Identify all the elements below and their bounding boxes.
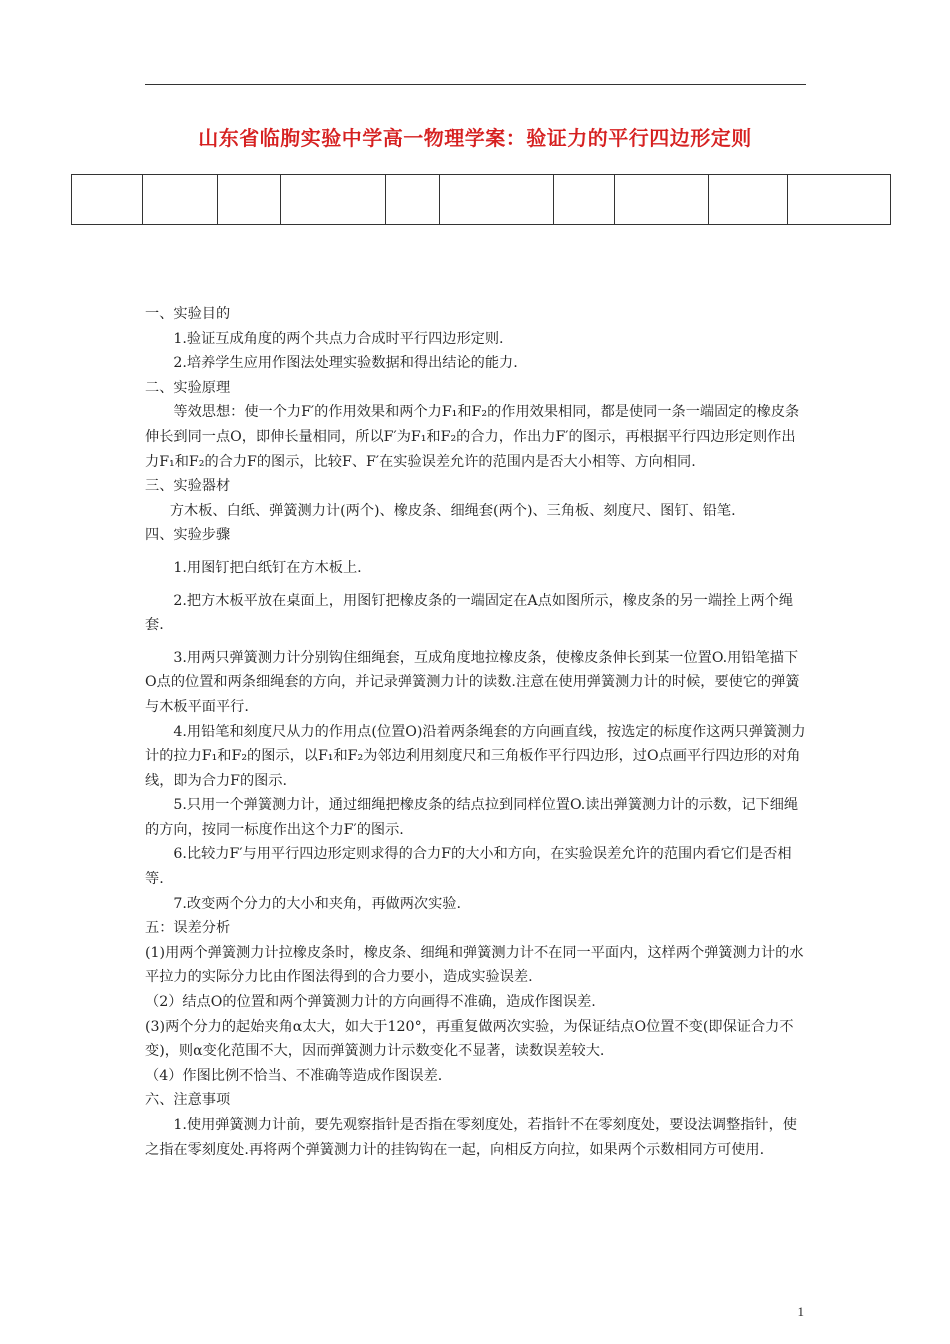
paragraph-p1: 一、实验目的 [145,306,231,322]
paragraph-p13: 5.只用一个弹簧测力计，通过细绳把橡皮条的结点拉到同样位置O.读出弹簧测力计的示数，记下细绳的方向，按同一标度作出这个力F′的图示. [145,797,799,838]
paragraph-p17: (1)用两个弹簧测力计拉橡皮条时，橡皮条、细绳和弹簧测力计不在同一平面内，这样两个弹簧测力计的水平拉力的实际分力比由作图法得到的合力要小，造成实验误差. [145,944,804,986]
table-cell [615,175,709,225]
header-rule [145,84,806,85]
table-cell [709,175,788,225]
paragraph-p4: 二、实验原理 [145,379,231,396]
table-cell [143,175,218,225]
table-cell [218,175,281,225]
paragraph-p19: (3)两个分力的起始夹角α太大，如大于120°，再重复做两次实验，为保证结点O位置不变(即保证合力不变)，则α变化范围不大，因而弹簧测力计示数变化不显著，读数误差较大. [145,1018,794,1060]
paragraph-p18: （2）结点O的位置和两个弹簧测力计的方向画得不准确，造成作图误差. [145,994,596,1011]
paragraph-p16: 五：误差分析 [145,920,231,937]
paragraph-p2: 1.验证互成角度的两个共点力合成时平行四边形定则. [173,330,504,347]
header-table-row [72,175,891,225]
paragraph-p21: 六、注意事项 [145,1092,231,1109]
paragraph-p20: （4）作图比例不恰当、不准确等造成作图误差. [145,1067,443,1084]
table-cell [440,175,554,225]
paragraph-p9: 1.用图钉把白纸钉在方木板上. [173,559,362,576]
paragraph-p3: 2.培养学生应用作图法处理实验数据和得出结论的能力. [173,355,518,372]
table-cell [386,175,440,225]
header-table [71,174,891,225]
paragraph-p10: 2.把方木板平放在桌面上，用图钉把橡皮条的一端固定在A点如图所示，橡皮条的另一端拴上两个绳套. [145,592,794,634]
table-cell [788,175,891,225]
paragraph-p12: 4.用铅笔和刻度尺从力的作用点(位置O)沿着两条绳套的方向画直线，按选定的标度作这两只弹簧测力计的拉力F₁和F₂的图示，以F₁和F₂为邻边利用刻度尺和三角板作平行四边形，过O点画平行四边形的对角线，即为合力F的图示. [145,723,806,789]
paragraph-p7: 方木板、白纸、弹簧测力计(两个)、橡皮条、细绳套(两个)、三角板、刻度尺、图钉、铅笔. [169,502,736,519]
paragraph-p8: 四、实验步骤 [145,527,231,544]
table-cell [72,175,143,225]
paragraph-p22: 1.使用弹簧测力计前，要先观察指针是否指在零刻度处，若指针不在零刻度处，要设法调整指针，使之指在零刻度处.再将两个弹簧测力计的挂钩钩在一起，向相反方向拉，如果两个示数相同方可使用. [145,1117,797,1158]
document-title: 山东省临朐实验中学高一物理学案：验证力的平行四边形定则 [198,126,752,150]
paragraph-p6: 三、实验器材 [145,478,231,495]
paragraph-p14: 6.比较力F′与用平行四边形定则求得的合力F的大小和方向，在实验误差允许的范围内看它们是否相等. [145,846,792,888]
paragraph-p15: 7.改变两个分力的大小和夹角，再做两次实验. [173,895,462,912]
table-cell [281,175,386,225]
table-cell [554,175,615,225]
page-number: 1 [797,1304,804,1319]
paragraph-p5: 等效思想：使一个力F′的作用效果和两个力F₁和F₂的作用效果相同，都是使同一条一端固定的橡皮条伸长到同一点O，即伸长量相同，所以F′为F₁和F₂的合力，作出力F′的图示，再根据平行四边形定则作出力F₁和F₂的合力F的图示，比较F、F′在实验误差允许的范围内是否大小相等、方向相同. [145,404,800,470]
paragraph-p11: 3.用两只弹簧测力计分别钩住细绳套，互成角度地拉橡皮条，使橡皮条伸长到某一位置O.用铅笔描下O点的位置和两条细绳套的方向，并记录弹簧测力计的读数.注意在使用弹簧测力计的时候，要使它的弹簧与木板平面平行. [145,649,800,715]
document-body [145,302,806,1162]
